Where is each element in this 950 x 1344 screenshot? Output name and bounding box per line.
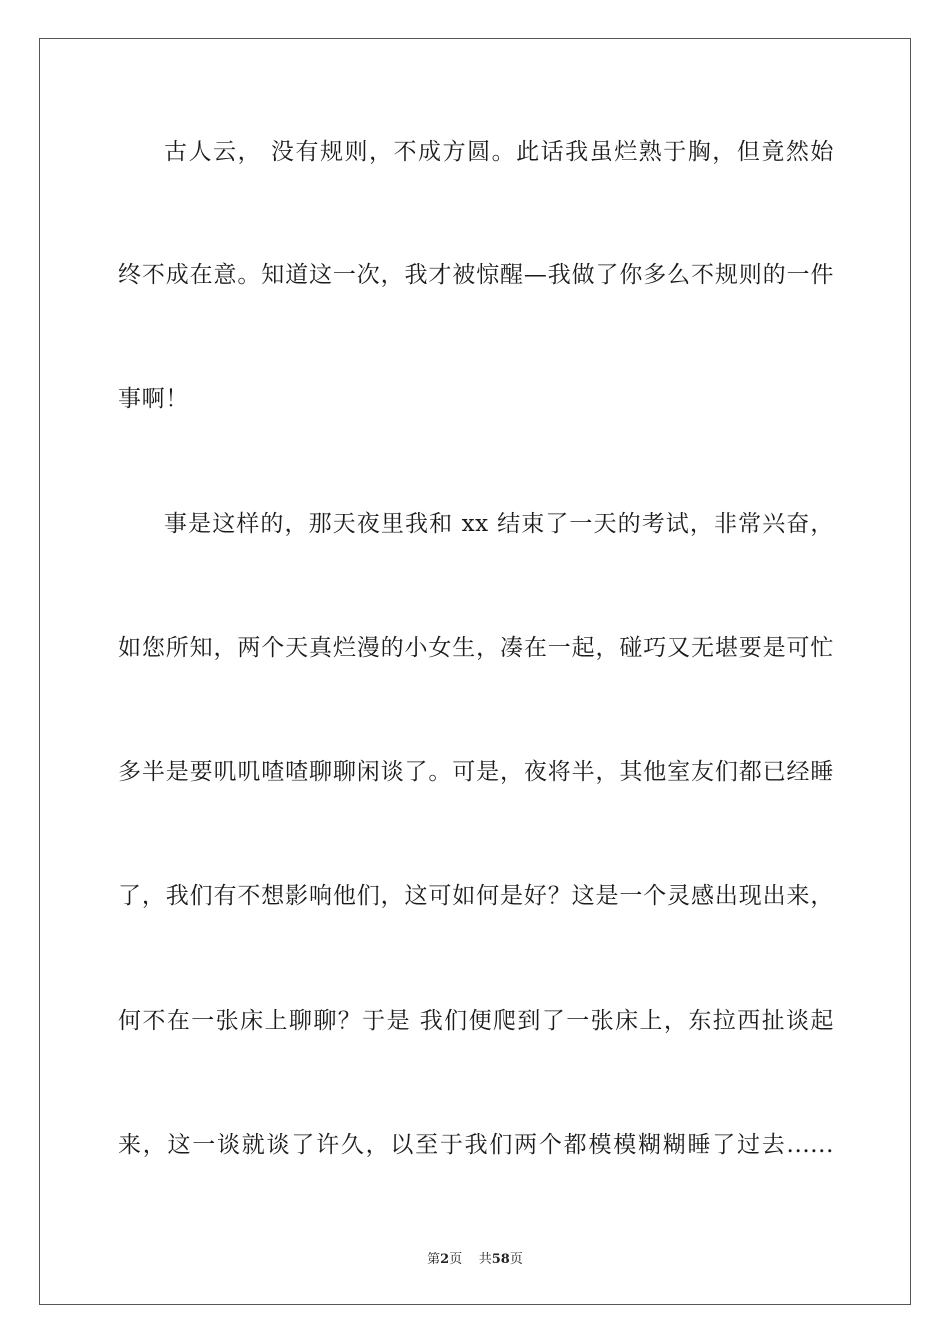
page-footer bbox=[0, 1248, 950, 1267]
text-line-3: 事啊！ bbox=[118, 386, 189, 412]
page-prefix: 第 bbox=[427, 1252, 441, 1267]
total-suffix: 页 bbox=[509, 1252, 523, 1267]
total-pages: 58 bbox=[491, 1252, 510, 1267]
text-line-7: 了，我们有不想影响他们，这可如何是好？这是一个灵感出现出来， bbox=[118, 883, 834, 909]
text-line-9: 来，这一谈就谈了许久，以至于我们两个都模模糊糊睡了过去...... bbox=[118, 1132, 834, 1158]
text-line-5: 如您所知，两个天真烂漫的小女生，凑在一起，碰巧又无堪要是可忙 bbox=[118, 635, 834, 661]
text-line-2: 终不成在意。知道这一次，我才被惊醒—我做了你多么不规则的一件 bbox=[118, 262, 834, 288]
total-prefix: 共 bbox=[478, 1252, 492, 1267]
page-suffix: 页 bbox=[449, 1252, 463, 1267]
text-line-1: 古人云， 没有规则，不成方圆。此话我虽烂熟于胸，但竟然始 bbox=[164, 139, 834, 165]
page-border bbox=[39, 38, 911, 1305]
page-number: 2 bbox=[440, 1252, 450, 1267]
text-line-4: 事是这样的，那天夜里我和 xx 结束了一天的考试，非常兴奋， bbox=[164, 511, 834, 537]
text-line-6: 多半是要叽叽喳喳聊聊闲谈了。可是，夜将半，其他室友们都已经睡 bbox=[118, 759, 834, 785]
text-line-8: 何不在一张床上聊聊？于是 我们便爬到了一张床上，东拉西扯谈起 bbox=[118, 1008, 834, 1034]
